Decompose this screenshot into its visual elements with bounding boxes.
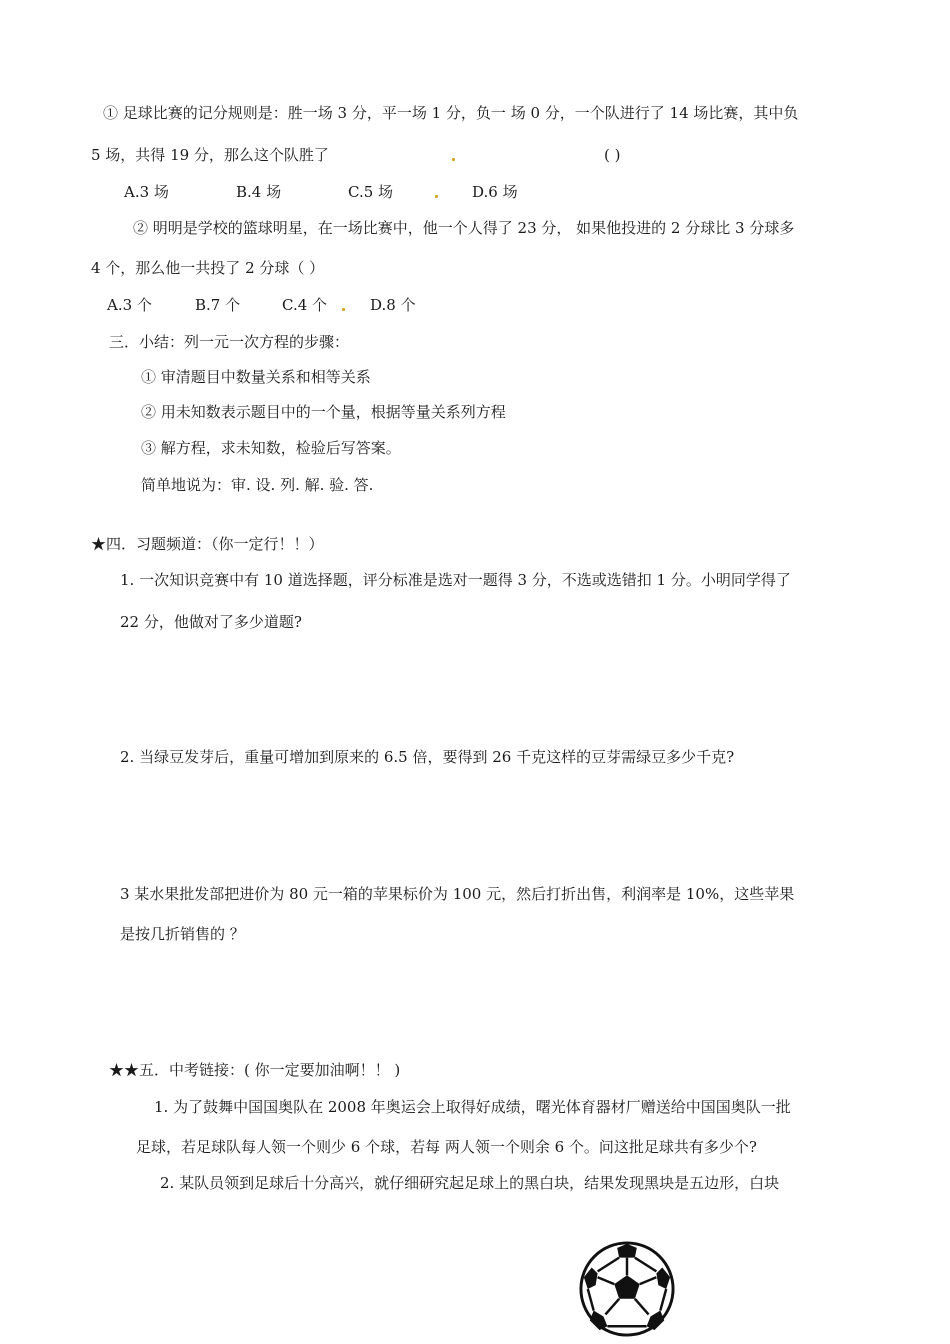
summary-heading: 三．小结：列一元一次方程的步骤：: [109, 333, 350, 351]
q2-option-c: C.4 个: [282, 296, 328, 314]
q1-answer-bracket: ( ): [604, 146, 621, 164]
q1-line2: 5 场，共得 19 分，那么这个队胜了: [91, 146, 329, 164]
exam-2-line1: 2. 某队员领到足球后十分高兴，就仔细研究起足球上的黑白块，结果发现黑块是五边形，白块: [160, 1174, 780, 1192]
q1-line1: ① 足球比赛的记分规则是：胜一场 3 分，平一场 1 分，负一 场 0 分，一个队进行了 14 场比赛，其中负: [103, 104, 799, 122]
q2-option-d: D.8 个: [370, 296, 416, 314]
exercise-2: 2. 当绿豆发芽后，重量可增加到原来的 6.5 倍，要得到 26 千克这样的豆芽需绿豆多少千克?: [120, 748, 735, 766]
exam-1-line1: 1. 为了鼓舞中国国奥队在 2008 年奥运会上取得好成绩，曙光体育器材厂赠送给中国国奥队一批: [154, 1098, 791, 1116]
q2-line1: ② 明明是学校的篮球明星，在一场比赛中，他一个人得了 23 分， 如果他投进的 2 分球比 3 分球多: [133, 219, 795, 237]
q2-option-b: B.7 个: [195, 296, 241, 314]
q1-option-d: D.6 场: [472, 183, 518, 201]
exercise-heading: ★四．习题频道：（你一定行！！）: [91, 535, 324, 553]
q1-option-c: C.5 场: [348, 183, 394, 201]
q1-option-b: B.4 场: [236, 183, 282, 201]
exercise-1-line2: 22 分，他做对了多少道题?: [120, 613, 302, 631]
q2-line2: 4 个，那么他一共投了 2 分球（ ）: [91, 259, 325, 277]
summary-short: 简单地说为：审. 设. 列. 解. 验. 答.: [141, 476, 374, 494]
exercise-1-line1: 1. 一次知识竞赛中有 10 道选择题，评分标准是选对一题得 3 分，不选或选错扣 1 分。小明同学得了: [120, 571, 791, 589]
speck-mark: [452, 158, 455, 161]
summary-step-2: ② 用未知数表示题目中的一个量，根据等量关系列方程: [141, 403, 506, 421]
summary-step-3: ③ 解方程，求未知数，检验后写答案。: [141, 439, 401, 457]
exercise-3-line2: 是按几折销售的 ？: [120, 925, 245, 943]
q2-option-a: A.3 个: [107, 296, 152, 314]
q1-option-a: A.3 场: [124, 183, 169, 201]
summary-step-1: ① 审清题目中数量关系和相等关系: [141, 368, 371, 386]
exercise-3-line1: 3 某水果批发部把进价为 80 元一箱的苹果标价为 100 元，然后打折出售，利润率是 10%，这些苹果: [120, 885, 795, 903]
exam-heading: ★★五．中考链接：( 你一定要加油啊！！ ): [109, 1061, 401, 1079]
speck-mark: [435, 195, 438, 198]
exam-1-line2: 足球，若足球队每人领一个则少 6 个球，若每 两人领一个则余 6 个。问这批足球共有多少个?: [136, 1138, 757, 1156]
speck-mark: [342, 308, 345, 311]
soccer-ball-icon: [578, 1240, 676, 1338]
